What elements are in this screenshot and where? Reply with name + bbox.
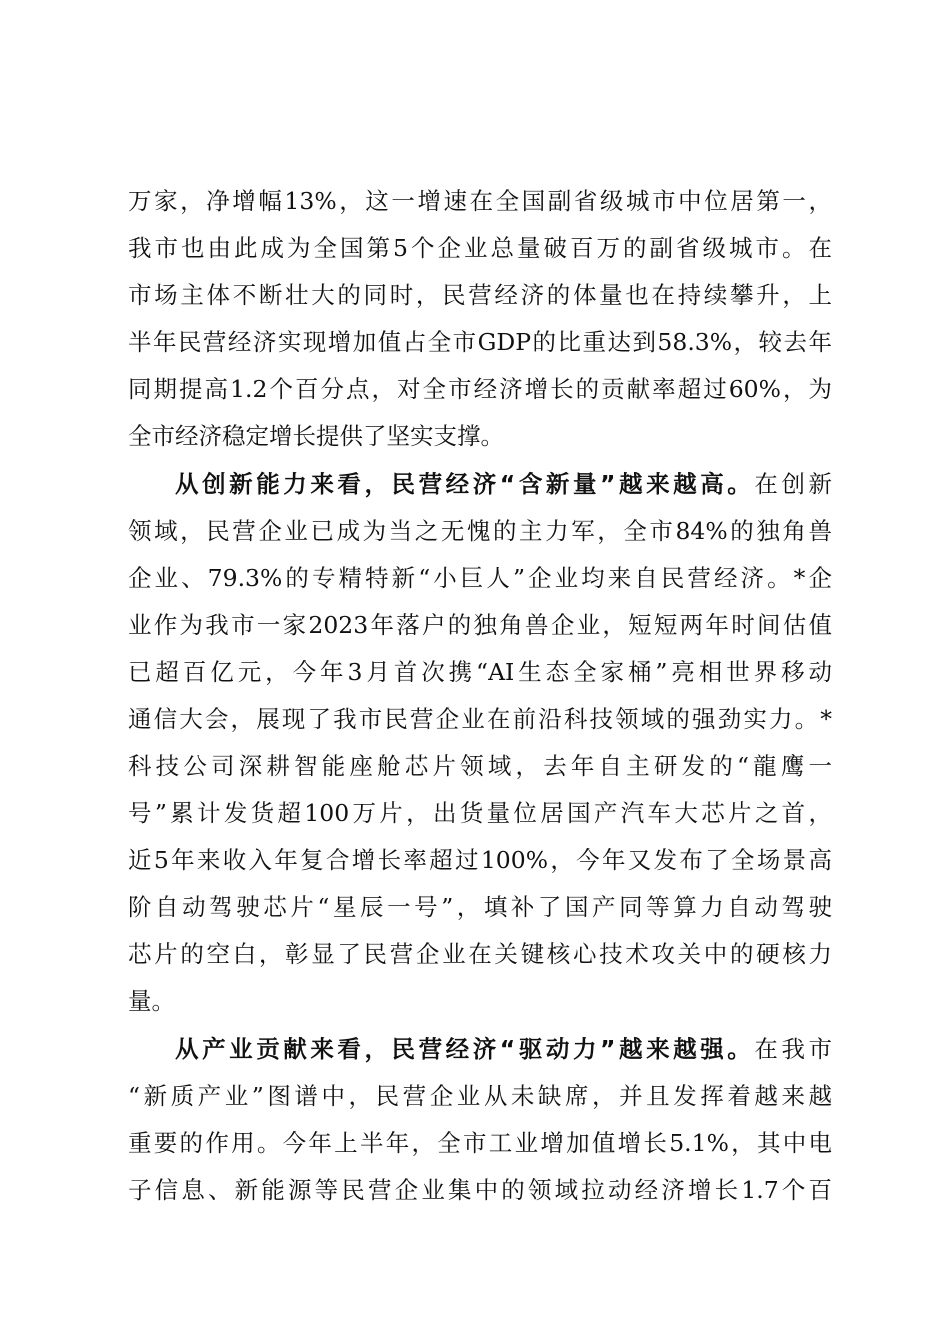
paragraph-3-lead-line	[175, 1034, 832, 1064]
paragraph-2-line-7: 科技公司深耕智能座舱芯片领域，去年自主研发的“龍鹰一	[128, 752, 832, 780]
paragraph-1-line-6: 全市经济稳定增长提供了坚实支撑。	[128, 422, 504, 450]
paragraph-2-lead-line	[175, 469, 832, 499]
paragraph-1-line-1: 万家，净增幅13%，这一增速在全国副省级城市中位居第一，	[128, 187, 832, 215]
paragraph-2-line-4: 业作为我市一家2023年落户的独角兽企业，短短两年时间估值	[128, 611, 832, 639]
paragraph-2-line-8: 号”累计发货超100万片，出货量位居国产汽车大芯片之首，	[128, 799, 832, 827]
paragraph-2-line-5: 已超百亿元，今年3月首次携“AI生态全家桶”亮相世界移动	[128, 658, 832, 686]
paragraph-2-line-12: 量。	[128, 987, 175, 1015]
paragraph-2-line-10: 阶自动驾驶芯片“星辰一号”，填补了国产同等算力自动驾驶	[128, 893, 832, 921]
paragraph-2-line-11: 芯片的空白，彰显了民营企业在关键核心技术攻关中的硬核力	[128, 940, 832, 968]
paragraph-1-line-5: 同期提高1.2个百分点，对全市经济增长的贡献率超过60%，为	[128, 375, 832, 403]
paragraph-2-bold-heading: 从创新能力来看，民营经济“含新量”越来越高。	[175, 470, 755, 498]
paragraph-1-line-4: 半年民营经济实现增加值占全市GDP的比重达到58.3%，较去年	[128, 328, 832, 356]
paragraph-3-bold-heading: 从产业贡献来看，民营经济“驱动力”越来越强。	[175, 1035, 755, 1063]
paragraph-2-line-3: 企业、79.3%的专精特新“小巨人”企业均来自民营经济。*企	[128, 564, 832, 592]
paragraph-2-lead-rest: 在创新	[754, 470, 833, 498]
paragraph-1-line-3: 市场主体不断壮大的同时，民营经济的体量也在持续攀升，上	[128, 281, 832, 309]
paragraph-3-line-3: 重要的作用。今年上半年，全市工业增加值增长5.1%，其中电	[128, 1129, 832, 1157]
paragraph-2-line-9: 近5年来收入年复合增长率超过100%，今年又发布了全场景高	[128, 846, 832, 874]
paragraph-3-line-4: 子信息、新能源等民营企业集中的领域拉动经济增长1.7个百	[128, 1176, 832, 1204]
paragraph-2-line-6: 通信大会，展现了我市民营企业在前沿科技领域的强劲实力。*	[128, 705, 832, 733]
paragraph-3-line-2: “新质产业”图谱中，民营企业从未缺席，并且发挥着越来越	[128, 1082, 832, 1110]
paragraph-3-lead-rest: 在我市	[754, 1035, 833, 1063]
paragraph-2-line-2: 领域，民营企业已成为当之无愧的主力军，全市84%的独角兽	[128, 517, 832, 545]
paragraph-1-line-2: 我市也由此成为全国第5个企业总量破百万的副省级城市。在	[128, 234, 832, 262]
